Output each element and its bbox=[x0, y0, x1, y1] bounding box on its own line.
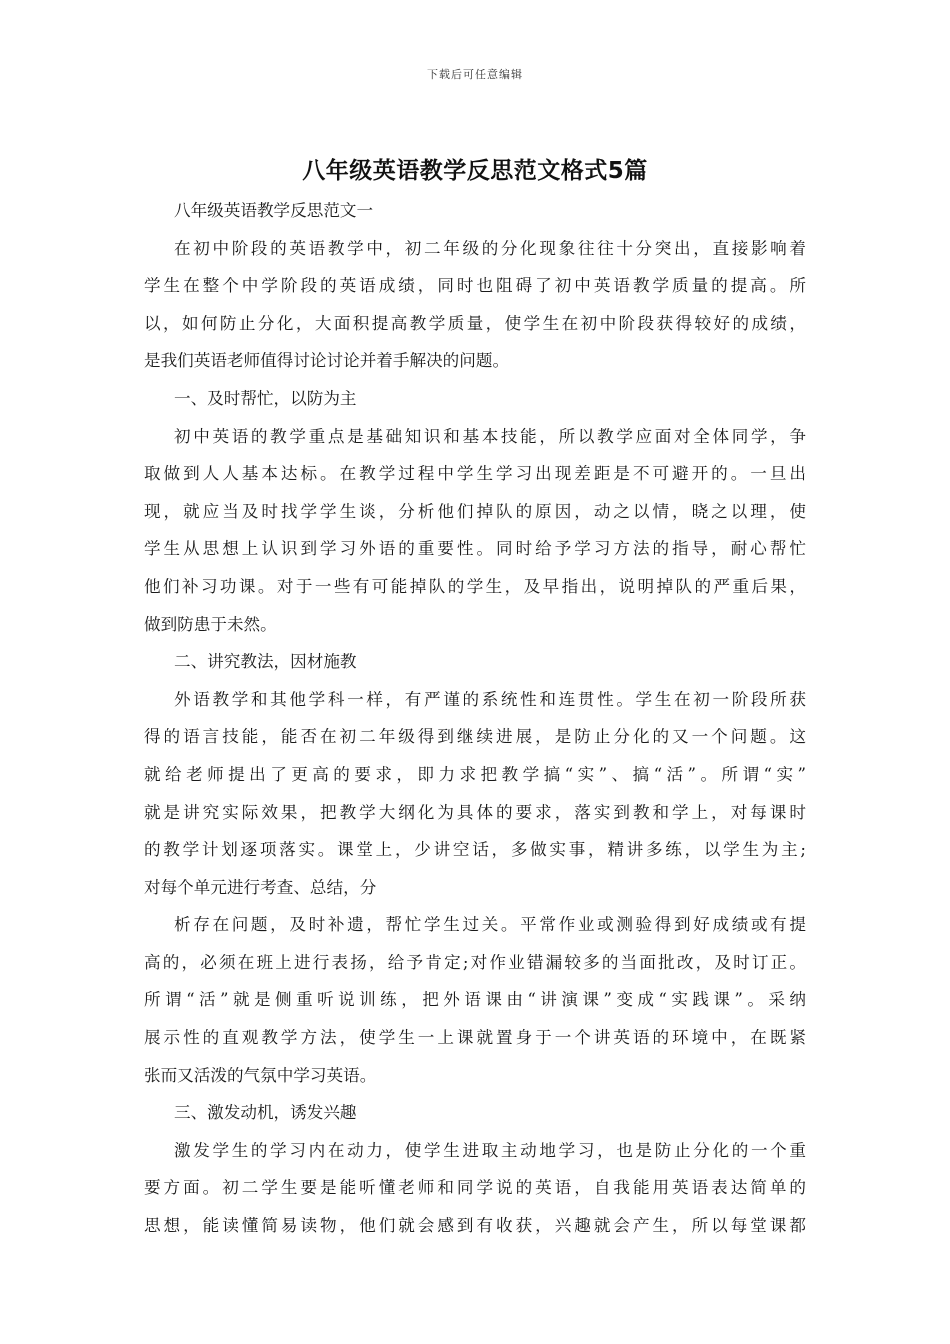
text-line: 一、及时帮忙，以防为主 bbox=[174, 388, 357, 408]
text-line: 以，如何防止分化，大面积提高教学质量，使学生在初中阶段获得较好的成绩， bbox=[144, 313, 806, 333]
text-line: 张而又活泼的气氛中学习英语。 bbox=[144, 1065, 377, 1085]
text-line: 激发学生的学习内在动力，使学生进取主动地学习，也是防止分化的一个重 bbox=[174, 1140, 806, 1160]
text-line: 外语教学和其他学科一样，有严谨的系统性和连贯性。学生在初一阶段所获 bbox=[174, 689, 806, 709]
text-line: 初中英语的教学重点是基础知识和基本技能，所以教学应面对全体同学，争 bbox=[174, 426, 806, 446]
text-line: 得的语言技能，能否在初二年级得到继续进展，是防止分化的又一个问题。这 bbox=[144, 727, 806, 747]
text-line: 就是讲究实际效果，把教学大纲化为具体的要求，落实到教和学上，对每课时 bbox=[144, 802, 806, 822]
document-body bbox=[144, 192, 806, 1245]
text-line: 的教学计划逐项落实。课堂上，少讲空话，多做实事，精讲多练，以学生为主; bbox=[144, 840, 806, 860]
text-line: 思想，能读懂简易读物，他们就会感到有收获，兴趣就会产生，所以每堂课都 bbox=[144, 1216, 806, 1236]
text-line: 做到防患于未然。 bbox=[144, 614, 277, 634]
text-line: 要方面。初二学生要是能听懂老师和同学说的英语，自我能用英语表达简单的 bbox=[144, 1178, 806, 1198]
text-line: 现，就应当及时找学学生谈，分析他们掉队的原因，动之以情，晓之以理，使 bbox=[144, 501, 806, 521]
text-line: 取做到人人基本达标。在教学过程中学生学习出现差距是不可避开的。一旦出 bbox=[144, 464, 806, 484]
text-line: 析存在问题，及时补遗，帮忙学生过关。平常作业或测验得到好成绩或有提 bbox=[174, 915, 806, 935]
document-title: 八年级英语教学反思范文格式5篇 bbox=[302, 158, 648, 184]
text-line: 学生在整个中学阶段的英语成绩，同时也阻碍了初中英语教学质量的提高。所 bbox=[144, 276, 806, 296]
text-line: 是我们英语老师值得讨论讨论并着手解决的问题。 bbox=[144, 351, 510, 371]
text-line: 二、讲究教法，因材施教 bbox=[174, 652, 357, 672]
text-line: 八年级英语教学反思范文一 bbox=[174, 201, 374, 220]
text-line: 展示性的直观教学方法，使学生一上课就置身于一个讲英语的环境中，在既紧 bbox=[144, 1028, 806, 1048]
text-line: 三、激发动机，诱发兴趣 bbox=[174, 1103, 357, 1123]
text-line: 所谓“活”就是侧重听说训练，把外语课由“讲演课”变成“实践课”。采纳 bbox=[144, 990, 806, 1010]
text-line: 学生从思想上认识到学习外语的重要性。同时给予学习方法的指导，耐心帮忙 bbox=[144, 539, 806, 559]
text-line: 高的，必须在班上进行表扬，给予肯定;对作业错漏较多的当面批改，及时订正。 bbox=[144, 952, 806, 972]
text-line: 他们补习功课。对于一些有可能掉队的学生，及早指出，说明掉队的严重后果， bbox=[144, 576, 806, 596]
text-line: 在初中阶段的英语教学中，初二年级的分化现象往往十分突出，直接影响着 bbox=[174, 238, 806, 258]
text-line: 对每个单元进行考查、总结，分 bbox=[144, 877, 377, 897]
text-line: 就给老师提出了更高的要求，即力求把教学搞“实”、搞“活”。所谓“实” bbox=[144, 764, 806, 784]
header-note: 下载后可任意编辑 bbox=[427, 68, 523, 81]
